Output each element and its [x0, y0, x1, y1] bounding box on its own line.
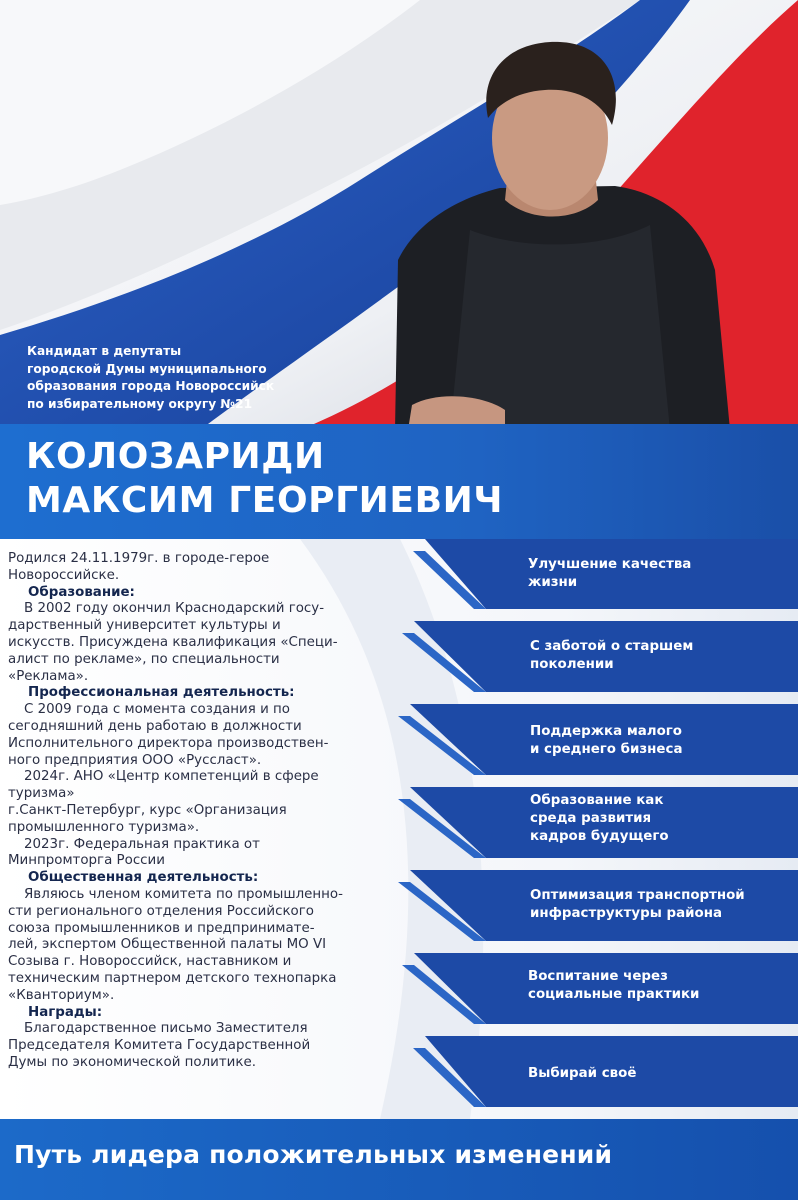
subtitle-line: образования города Новороссийск [27, 379, 275, 393]
priority-text: Поддержка малого [530, 724, 682, 739]
bio-line: Исполнительного директора производствен- [8, 735, 329, 751]
priority-label-2 [530, 638, 693, 674]
priority-text: жизни [528, 575, 578, 590]
bio-line: «Кванториум». [8, 987, 115, 1003]
priority-text: Воспитание через [528, 969, 668, 984]
priority-text: среда развития [530, 811, 652, 826]
bio-line: дарственный университет культуры и [8, 618, 281, 634]
bio-line: лей, экспертом Общественной палаты МО VI [8, 937, 327, 953]
candidate-subtitle [27, 343, 357, 413]
bio-line: Являюсь членом комитета по промышленно- [24, 886, 343, 902]
subtitle-line: городской Думы муниципального [27, 361, 267, 376]
bio-line: Думы по экономической политике. [8, 1054, 256, 1070]
priority-text: С заботой о старшем [530, 639, 694, 654]
bio-line: «Реклама». [8, 668, 89, 684]
bio-line: С 2009 года с момента создания и по [24, 702, 290, 718]
subtitle-line: Кандидат в депутаты [27, 344, 182, 358]
bio-line: г.Санкт-Петербург, курс «Организация [8, 802, 287, 818]
bio-line: Созыва г. Новороссийск, наставником и [8, 954, 292, 970]
priority-text: Выбирай своё [528, 1066, 637, 1081]
bio-line: Председателя Комитета Государственной [8, 1038, 311, 1054]
bio-heading-career: Профессиональная деятельность: [28, 685, 295, 701]
subtitle-line: по избирательному округу №21 [27, 396, 253, 411]
bio-line: промышленного туризма». [8, 819, 200, 835]
bio-line: сти регионального отделения Российского [8, 903, 314, 919]
priority-text: кадров будущего [530, 829, 669, 844]
bio-line: техническим партнером детского технопарка [8, 970, 337, 986]
priority-label-5 [530, 887, 745, 923]
bio-line: Родился 24.11.1979г. в городе-герое [8, 551, 270, 566]
bio-line: искусств. Присуждена квалификация «Специ- [8, 634, 338, 650]
bio-line: Новороссийске. [8, 567, 120, 583]
bio-line: 2024г. АНО «Центр компетенций в сфере [24, 769, 319, 785]
priority-label-6 [528, 968, 699, 1004]
priority-text: Улучшение качества [528, 557, 692, 572]
priority-text: поколении [530, 657, 614, 672]
priority-label-7 [528, 1065, 636, 1083]
priority-text: и среднего бизнеса [530, 742, 683, 757]
candidate-surname: КОЛОЗАРИДИ [26, 436, 325, 477]
bio-line: союза промышленников и предпринимате- [8, 920, 315, 936]
bio-line: ного предприятия ООО «Руссласт». [8, 752, 262, 768]
priority-text: социальные практики [528, 987, 700, 1002]
priority-text: Образование как [530, 793, 664, 808]
priority-text: инфраструктуры района [530, 906, 722, 921]
candidate-given-names: МАКСИМ ГЕОРГИЕВИЧ [26, 480, 504, 521]
shirt-shade [450, 225, 670, 430]
priority-label-4 [530, 792, 669, 846]
priority-label-3 [530, 723, 682, 759]
bio-heading-education: Образование: [28, 584, 135, 600]
biography [8, 551, 428, 1072]
slogan: Путь лидера положительных изменений [14, 1140, 613, 1169]
bio-line: 2023г. Федеральная практика от [24, 836, 260, 852]
bio-line: Минпромторга России [8, 853, 165, 869]
priority-label-1 [528, 556, 691, 592]
bio-heading-awards: Награды: [28, 1004, 103, 1020]
priority-text: Оптимизация транспортной [530, 888, 745, 903]
bio-line: туризма» [8, 786, 75, 802]
bio-line: Благодарственное письмо Заместителя [24, 1021, 308, 1037]
bio-line: сегодняшний день работаю в должности [8, 718, 302, 734]
bio-line: алист по рекламе», по специальности [8, 651, 280, 667]
bio-line: В 2002 году окончил Краснодарский госу- [24, 601, 325, 617]
bio-heading-public: Общественная деятельность: [28, 870, 259, 886]
